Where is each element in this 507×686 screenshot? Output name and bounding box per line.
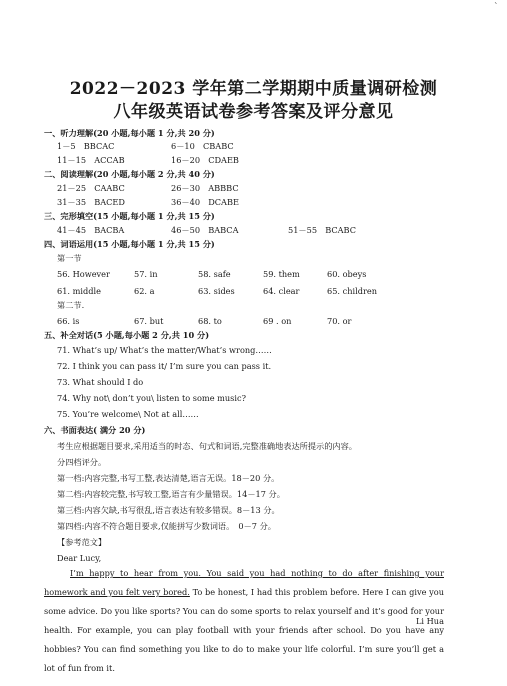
answer-cell: 1－5 BBCAC	[57, 141, 115, 151]
scoring-tier: 第一档:内容完整,书写工整,表达清楚,语言无误。18－20 分。	[57, 473, 280, 483]
answer-cell: 64. clear	[263, 286, 300, 296]
dialogue-answer: 72. I think you can pass it/ I’m sure you can pass it.	[57, 361, 272, 371]
answer-cell: 57. in	[134, 269, 158, 279]
answer-cell: 65. children	[327, 286, 377, 296]
section-heading-reading: 二、阅读理解(20 小题,每小题 2 分,共 40 分)	[44, 169, 215, 179]
answer-cell: 21－25 CAABC	[57, 183, 125, 193]
answer-cell: 60. obeys	[327, 269, 367, 279]
section-heading-dialogue: 五、补全对话(5 小题,每小题 2 分,共 10 分)	[44, 330, 210, 340]
corner-mark: `	[494, 3, 499, 13]
answer-cell: 36－40 DCABE	[171, 197, 239, 207]
answer-cell: 51－55 BCABC	[288, 225, 356, 235]
section-heading-vocabulary: 四、词语运用(15 小题,每小题 1 分,共 15 分)	[44, 239, 215, 249]
answer-cell: 46－50 BABCA	[171, 225, 239, 235]
answer-cell: 56. However	[57, 269, 110, 279]
dialogue-answer: 71. What’s up/ What’s the matter/What’s wrong……	[57, 345, 272, 355]
essay-signature: Li Hua	[416, 616, 444, 626]
essay-greeting: Dear Lucy,	[57, 553, 102, 563]
answer-cell: 58. safe	[198, 269, 231, 279]
answer-cell: 68. to	[198, 316, 222, 326]
scoring-tier: 第四档:内容不符合题目要求,仅能拼写少数词语。 0－7 分。	[57, 521, 276, 531]
scoring-tier: 第二档:内容较完整,书写较工整,语言有少量错误。14－17 分。	[57, 489, 285, 499]
answer-cell: 6－10 CBABC	[171, 141, 234, 151]
section-heading-cloze: 三、完形填空(15 小题,每小题 1 分,共 15 分)	[44, 211, 215, 221]
sample-essay	[44, 564, 444, 678]
section-heading-writing: 六、书面表达( 满分 20 分)	[44, 425, 146, 435]
answer-cell: 26－30 ABBBC	[171, 183, 239, 193]
page-title: 2022－2023 学年第二学期期中质量调研检测	[69, 79, 438, 99]
answer-cell: 59. them	[263, 269, 300, 279]
answer-cell: 31－35 BACED	[57, 197, 125, 207]
answer-cell: 62. a	[134, 286, 155, 296]
dialogue-answer: 75. You’re welcome\ Not at all……	[57, 409, 199, 419]
answer-cell: 66. is	[57, 316, 80, 326]
dialogue-answer: 74. Why not\ don’t you\ listen to some music?	[57, 393, 246, 403]
dialogue-answer: 73. What should I do	[57, 377, 144, 387]
part-label: 第二节.	[57, 300, 85, 310]
page-subtitle: 八年级英语试卷参考答案及评分意见	[113, 102, 394, 122]
essay-underlined-text: I’m happy to hear from you. You said you had nothing to do after finishing your homework and you felt very bored.	[44, 568, 444, 597]
sample-essay-label: 【参考范文】	[57, 537, 107, 547]
answer-cell: 67. but	[134, 316, 164, 326]
answer-cell: 41－45 BACBA	[57, 225, 125, 235]
answer-cell: 69 . on	[263, 316, 292, 326]
answer-cell: 70. or	[327, 316, 352, 326]
scoring-note: 分四档评分。	[57, 457, 107, 467]
section-heading-listening: 一、听力理解(20 小题,每小题 1 分,共 20 分)	[44, 128, 215, 138]
part-label: 第一节	[57, 253, 82, 263]
answer-cell: 61. middle	[57, 286, 101, 296]
scoring-note: 考生应根据题目要求,采用适当的时态、句式和词语,完整准确地表达所提示的内容。	[57, 441, 357, 451]
answer-cell: 11－15 ACCAB	[57, 155, 125, 165]
answer-cell: 16－20 CDAEB	[171, 155, 239, 165]
scoring-tier: 第三档:内容欠缺,书写很乱,语言表达有较多错误。8－13 分。	[57, 505, 280, 515]
answer-cell: 63. sides	[198, 286, 235, 296]
essay-body-text: To be honest, I had this problem before. Here I can give you some advice. Do you like sports? You can do some sports to relax yourself and it’s good for your health. For example, you can play football with your friends after school. Do you have any hobbies? You can find something you like to do to make your life colorful. I’m sure you’ll get a lot of fun from it.	[44, 587, 444, 673]
